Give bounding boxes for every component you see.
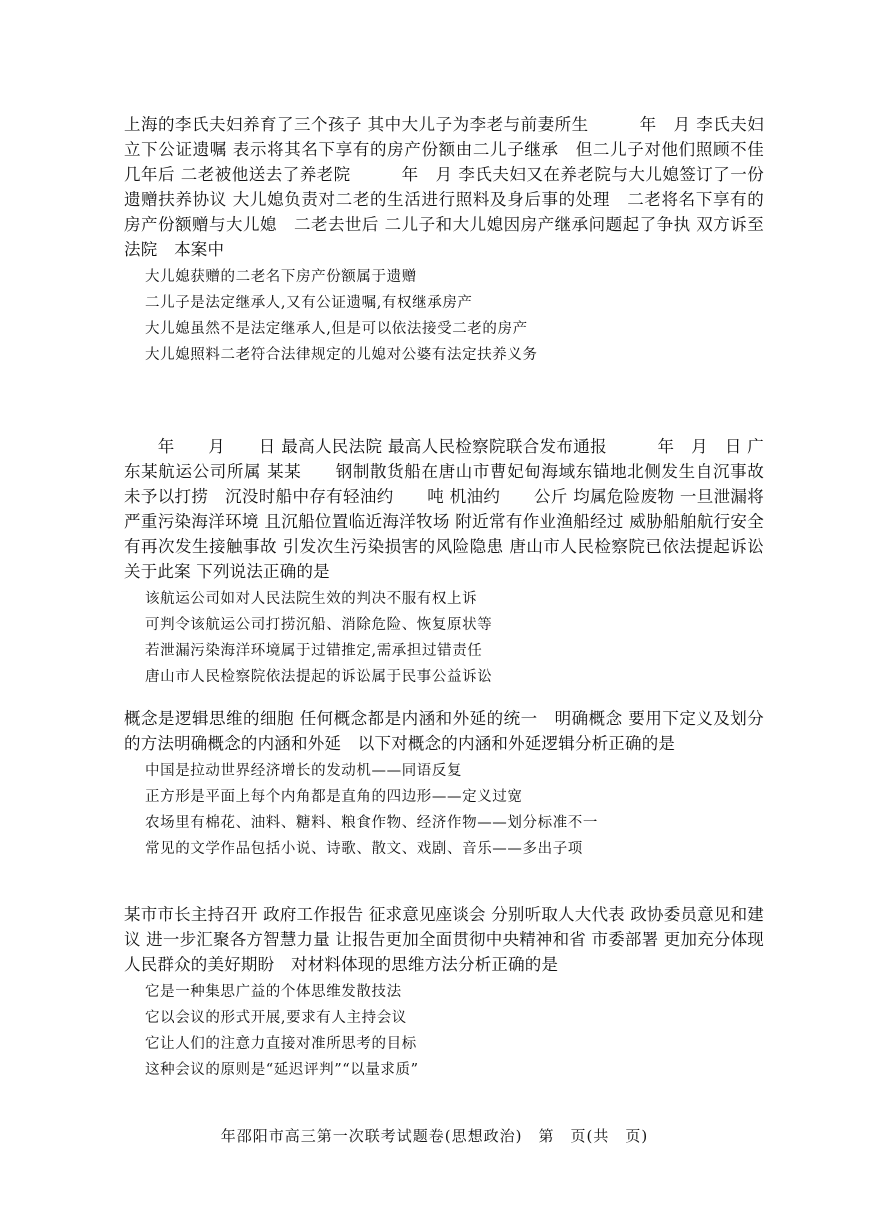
question-2 — [124, 434, 781, 690]
option-c: 它让人们的注意力直接对准所思考的目标 — [145, 1036, 417, 1052]
question-stem: 上海的李氏夫妇养育了三个孩子 其中大儿子为李老与前妻所生 年 月 李氏夫妇立下公证遗嘱 表示将其名下享有的房产份额由二儿子继承 但二儿子对他们照顾不佳 几年后 二老被他送去了养老院 年 月 李氏夫妇又在养老院与大儿媳签订了一份遗赠扶养协议 大儿媳负责对二老的生活进行照料及身后事的处理 二老将名下享有的房产份额赠与大儿媳 二老去世后 二儿子和大儿媳因房产继承问题起了争执 双方诉至法院 本案中 — [124, 115, 764, 259]
question-stem: 某市市长主持召开 政府工作报告 征求意见座谈会 分别听取人大代表 政协委员意见和建议 进一步汇聚各方智慧力量 让报告更加全面贯彻中央精神和省 市委部署 更加充分体现人民群众的美好期盼 对材料体现的思维方法分析正确的是 — [124, 905, 764, 974]
option-a: 大儿媳获赠的二老名下房产份额属于遗赠 — [145, 269, 417, 285]
option-list — [124, 979, 764, 1083]
option-b: 正方形是平面上每个内角都是直角的四边形——定义过宽 — [145, 789, 523, 805]
option-d: 大儿媳照料二老符合法律规定的儿媳对公婆有法定扶养义务 — [145, 347, 538, 363]
option-c: 农场里有棉花、油料、糖料、粮食作物、经济作物——划分标准不一 — [145, 815, 598, 831]
option-c: 大儿媳虽然不是法定继承人,但是可以依法接受二老的房产 — [145, 321, 528, 337]
option-list — [124, 264, 764, 368]
option-d: 唐山市人民检察院依法提起的诉讼属于民事公益诉讼 — [145, 669, 493, 685]
question-stem: 年 月 日 最高人民法院 最高人民检察院联合发布通报 年 月 日 广东某航运公司所属 某某 钢制散货船在唐山市曹妃甸海域东锚地北侧发生自沉事故 未予以打捞 沉没时船中存有轻油约 吨 机油约 公斤 均属危险废物 一旦泄漏将严重污染海洋环境 且沉船位置临近海洋牧场 附近常有作业渔船经过 威胁船舶航行安全 有再次发生接触事故 引发次生污染损害的风险隐患 唐山市人民检察院已依法提起诉讼 关于此案 下列说法正确的是 — [124, 437, 781, 581]
option-b: 二儿子是法定继承人,又有公证遗嘱,有权继承房产 — [145, 295, 473, 311]
option-b: 可判令该航运公司打捞沉船、消除危险、恢复原状等 — [145, 617, 493, 633]
page-footer: 年邵阳市高三第一次联考试题卷(思想政治) 第 页(共 页) — [220, 1127, 649, 1145]
question-4 — [124, 902, 764, 1083]
question-3 — [124, 706, 764, 862]
option-c: 若泄漏污染海洋环境属于过错推定,需承担过错责任 — [145, 643, 483, 659]
question-1 — [124, 112, 764, 368]
option-d: 这种会议的原则是“延迟评判”“以量求质” — [145, 1062, 419, 1078]
option-list — [124, 586, 764, 690]
option-list — [124, 758, 764, 862]
option-a: 中国是拉动世界经济增长的发动机——同语反复 — [145, 763, 463, 779]
option-a: 该航运公司如对人民法院生效的判决不服有权上诉 — [145, 591, 478, 607]
option-d: 常见的文学作品包括小说、诗歌、散文、戏剧、音乐——多出子项 — [145, 841, 583, 857]
option-a: 它是一种集思广益的个体思维发散技法 — [145, 984, 402, 1000]
question-stem: 概念是逻辑思维的细胞 任何概念都是内涵和外延的统一 明确概念 要用下定义及划分的方法明确概念的内涵和外延 以下对概念的内涵和外延逻辑分析正确的是 — [124, 709, 764, 753]
option-b: 它以会议的形式开展,要求有人主持会议 — [145, 1010, 407, 1026]
